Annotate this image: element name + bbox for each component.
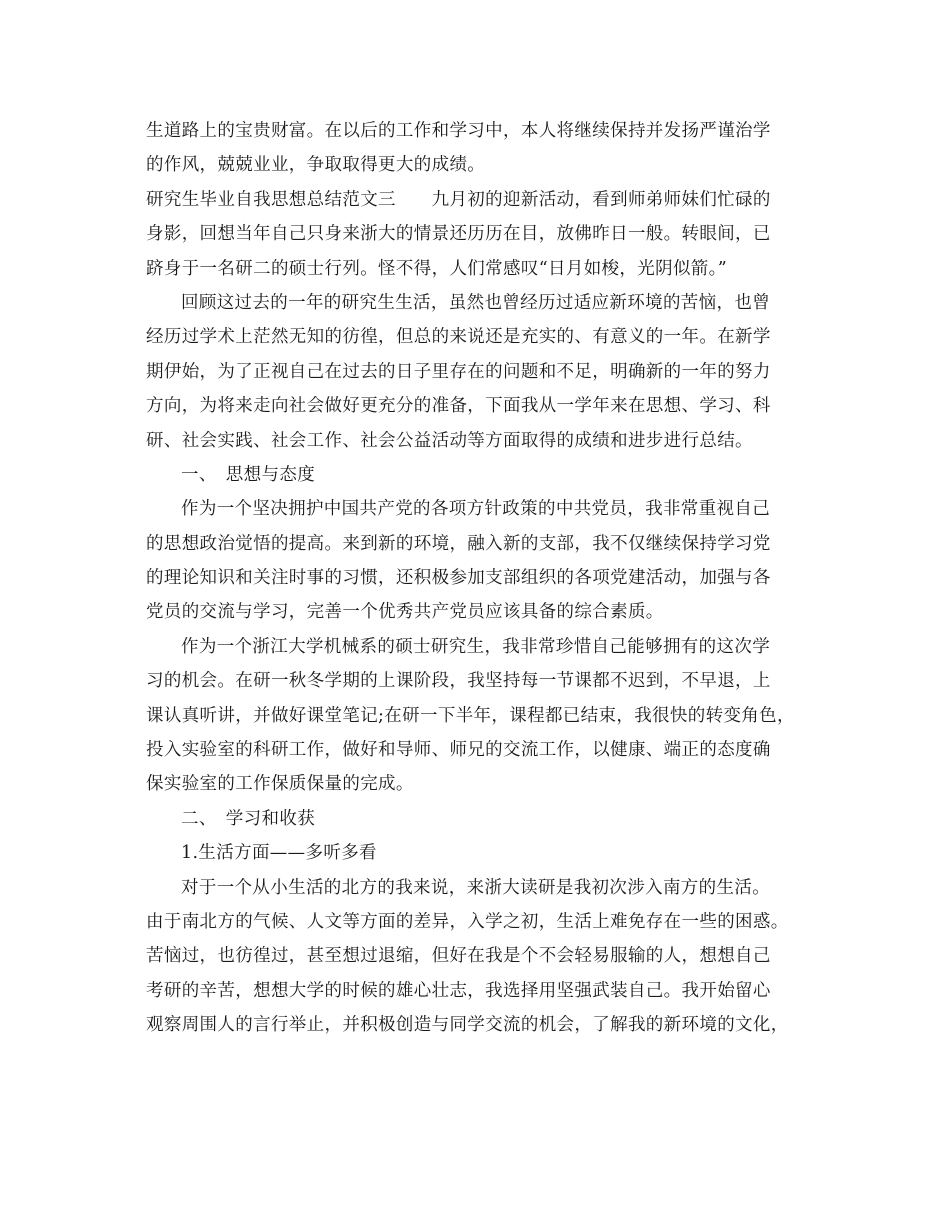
text-line: 1.生活方面——多听多看 <box>181 843 377 864</box>
text-line: 保实验室的工作保质保量的完成。 <box>146 774 414 795</box>
text-line: 习的机会。在研一秋冬学期的上课阶段，我坚持每一节课都不迟到，不早退，上 <box>146 671 771 692</box>
text-line: 考研的辛苦，想想大学的时候的雄心壮志，我选择用坚强武装自己。我开始留心 <box>146 980 771 1001</box>
text-line: 一、 思想与态度 <box>181 464 316 485</box>
text-line: 观察周围人的言行举止，并积极创造与同学交流的机会，了解我的新环境的文化， <box>146 1015 789 1036</box>
text-line: 由于南北方的气候、人文等方面的差异，入学之初，生活上难免存在一些的困惑。 <box>146 911 789 932</box>
text-line: 身影，回想当年自己只身来浙大的情景还历历在目，放佛昨日一般。转眼间，已 <box>146 224 771 245</box>
text-line: 回顾这过去的一年的研究生生活，虽然也曾经历过适应新环境的苦恼，也曾 <box>181 292 771 313</box>
text-line: 的作风，兢兢业业，争取取得更大的成绩。 <box>146 155 486 176</box>
text-line: 跻身于一名研二的硕士行列。怪不得，人们常感叹“日月如梭，光阴似箭。” <box>146 258 728 279</box>
text-line: 二、 学习和收获 <box>181 808 316 829</box>
text-line: 党员的交流与学习，完善一个优秀共产党员应该具备的综合素质。 <box>146 602 664 623</box>
text-line: 对于一个从小生活的北方的我来说，来浙大读研是我初次涉入南方的生活。 <box>181 877 771 898</box>
text-line: 研究生毕业自我思想总结范文三 九月初的迎新活动，看到师弟师妹们忙碌的 <box>146 189 771 210</box>
text-line: 期伊始，为了正视自己在过去的日子里存在的问题和不足，明确新的一年的努力 <box>146 361 771 382</box>
document-body <box>146 114 806 1043</box>
text-line: 经历过学术上茫然无知的彷徨，但总的来说还是充实的、有意义的一年。在新学 <box>146 327 771 348</box>
text-line: 的思想政治觉悟的提高。来到新的环境，融入新的支部，我不仅继续保持学习党 <box>146 533 771 554</box>
text-line: 作为一个坚决拥护中国共产党的各项方针政策的中共党员，我非常重视自己 <box>181 499 771 520</box>
text-line: 生道路上的宝贵财富。在以后的工作和学习中，本人将继续保持并发扬严谨治学 <box>146 121 771 141</box>
text-line: 投入实验室的科研工作，做好和导师、师兄的交流工作，以健康、端正的态度确 <box>146 740 771 761</box>
text-line: 苦恼过，也彷徨过，甚至想过退缩，但好在我是个不会轻易服输的人，想想自己 <box>146 946 771 967</box>
text-line: 方向，为将来走向社会做好更充分的准备，下面我从一学年来在思想、学习、科 <box>146 396 771 417</box>
text-line: 研、社会实践、社会工作、社会公益活动等方面取得的成绩和进步进行总结。 <box>146 430 753 451</box>
text-line: 的理论知识和关注时事的习惯，还积极参加支部组织的各项党建活动，加强与各 <box>146 568 771 589</box>
text-line: 作为一个浙江大学机械系的硕士研究生，我非常珍惜自己能够拥有的这次学 <box>181 636 771 657</box>
text-line: 课认真听讲，并做好课堂笔记;在研一下半年，课程都已结束，我很快的转变角色， <box>146 705 795 726</box>
